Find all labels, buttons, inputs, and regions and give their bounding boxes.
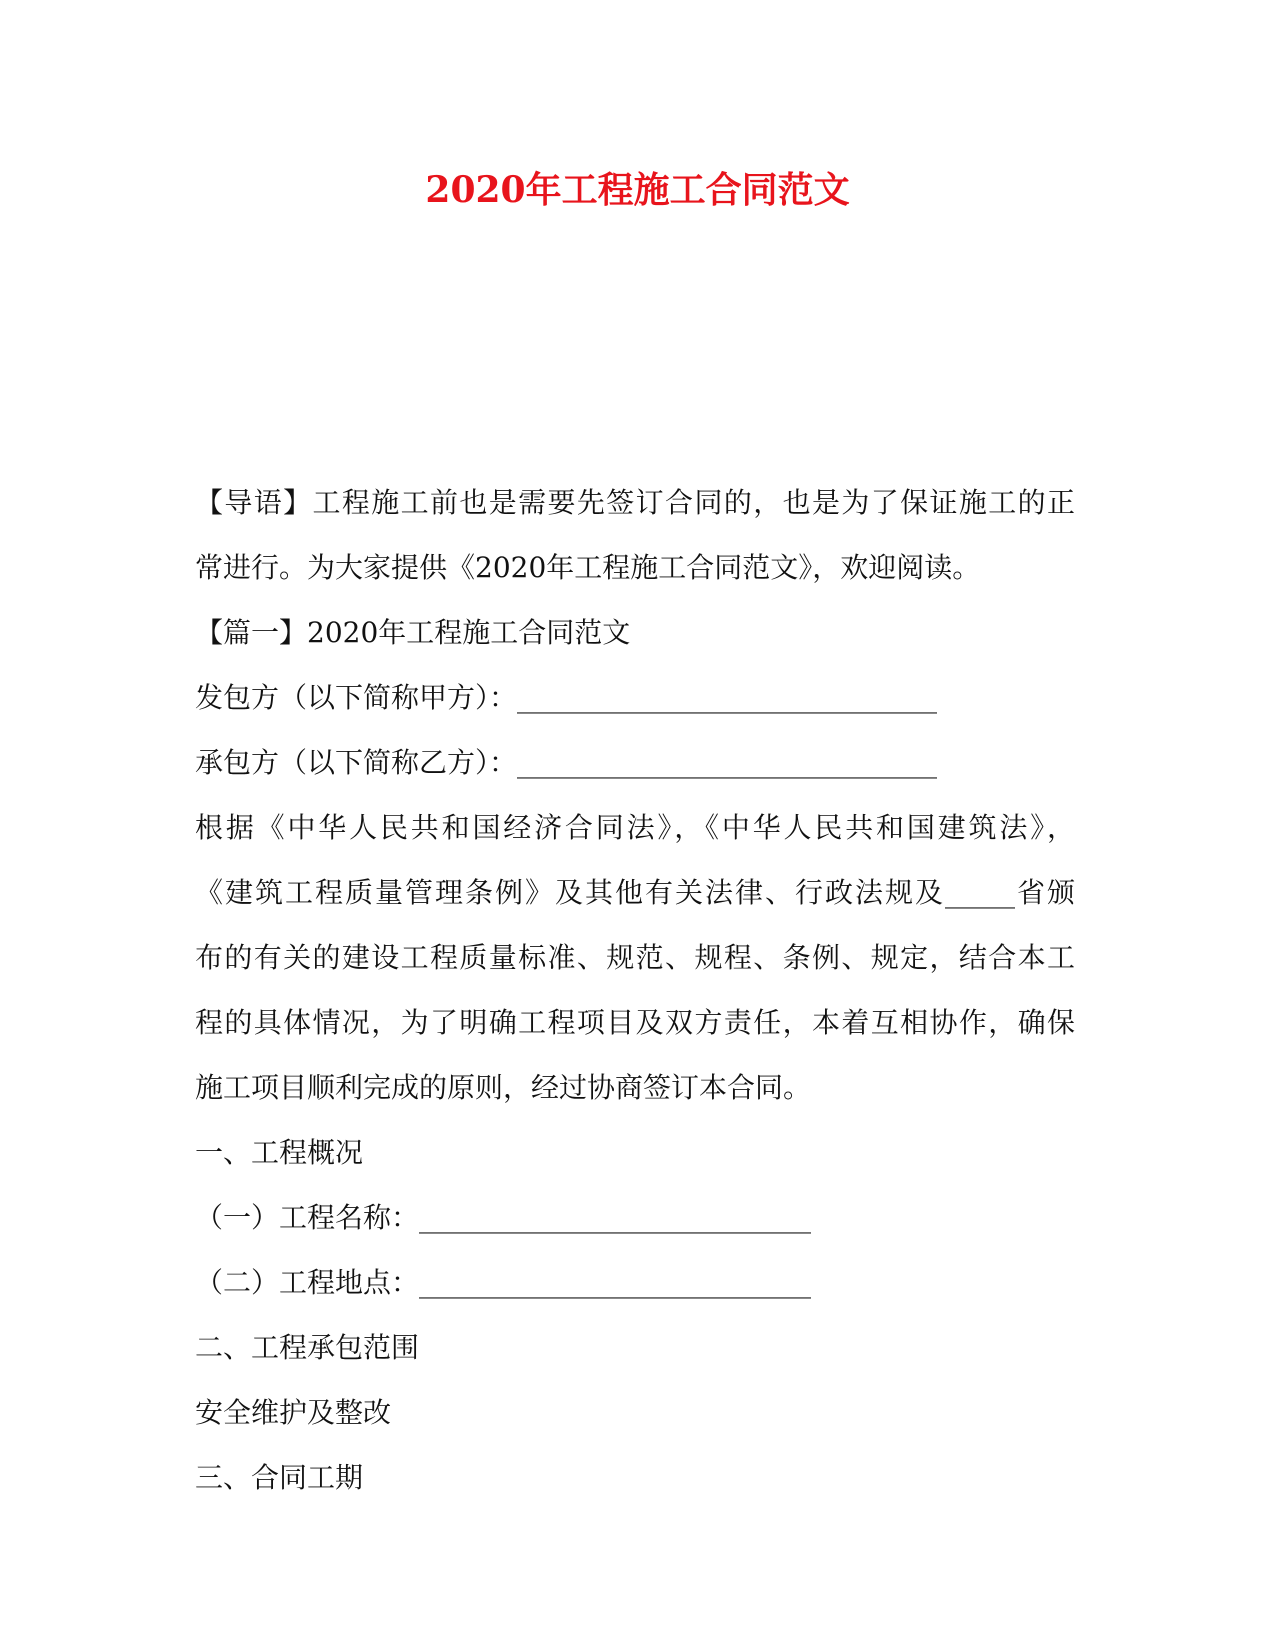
project-location-field: （二）工程地点：____________________________ <box>195 1266 812 1299</box>
section-heading-scope: 二、工程承包范围 <box>195 1331 420 1364</box>
section-heading-overview: 一、工程概况 <box>195 1136 364 1169</box>
basis-paragraph-line-3: 布的有关的建设工程质量标准、规范、规程、条例、规定，结合本工 <box>195 941 1075 974</box>
document-title: 2020年工程施工合同范文 <box>425 169 850 211</box>
section-heading-duration: 三、合同工期 <box>195 1461 364 1494</box>
basis-paragraph-line-4: 程的具体情况，为了明确工程项目及双方责任，本着互相协作，确保 <box>195 1006 1075 1039</box>
basis-paragraph-line-1: 根据《中华人民共和国经济合同法》，《中华人民共和国建筑法》， <box>195 811 1075 844</box>
basis-paragraph-line-2: 《建筑工程质量管理条例》及其他有关法律、行政法规及_____省颁 <box>195 876 1075 909</box>
project-name-field: （一）工程名称：____________________________ <box>195 1201 812 1234</box>
party-a-field: 发包方（以下简称甲方）：______________________________ <box>195 681 938 714</box>
intro-line-2: 常进行。为大家提供《2020年工程施工合同范文》，欢迎阅读。 <box>195 551 981 584</box>
document-body <box>195 470 1075 1510</box>
intro-line-1: 【导语】工程施工前也是需要先签订合同的，也是为了保证施工的正 <box>195 486 1075 519</box>
basis-paragraph-line-5: 施工项目顺利完成的原则，经过协商签订本合同。 <box>195 1071 812 1104</box>
section-heading-part-one: 【篇一】2020年工程施工合同范文 <box>195 616 631 649</box>
scope-item: 安全维护及整改 <box>195 1396 392 1429</box>
party-b-field: 承包方（以下简称乙方）：______________________________ <box>195 746 938 779</box>
